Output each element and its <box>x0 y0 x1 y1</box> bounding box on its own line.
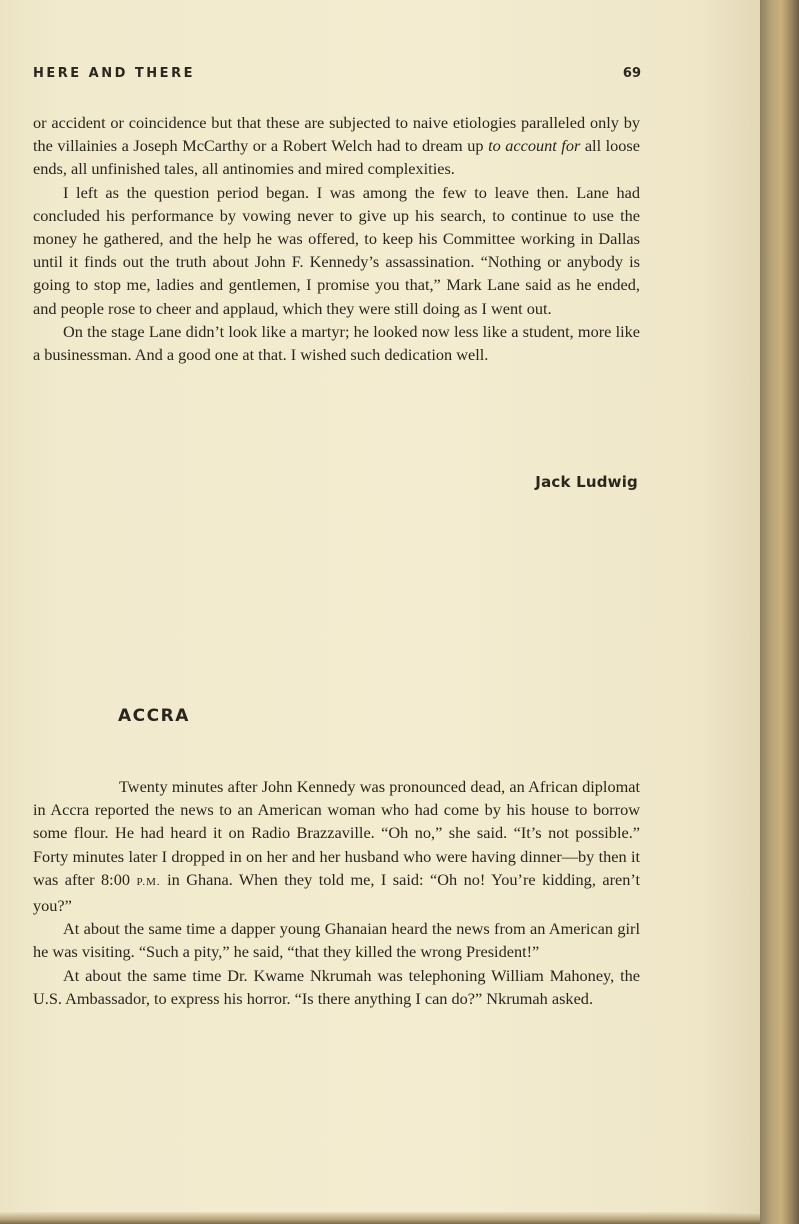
section-two-body <box>33 775 640 1010</box>
page-number: 69 <box>622 66 641 81</box>
running-head-title: HERE AND THERE <box>33 66 195 81</box>
emphasis: to account for <box>488 136 581 156</box>
section-one-body <box>33 111 640 366</box>
small-caps-time: P.M. <box>136 875 161 888</box>
section-heading: ACCRA <box>118 706 190 726</box>
paragraph: or accident or coincidence but that these are subjected to naive etiologies paralleled only by the villainies a Joseph McCarthy or a Robert Welch had to dream up to account for all loose ends, all unfinished tales, all antinomies and mired complexities. <box>33 113 640 179</box>
running-head <box>33 66 641 81</box>
author-signature: Jack Ludwig <box>535 473 638 491</box>
paragraph: I left as the question period began. I was among the few to leave then. Lane had concluded his performance by vowing never to give up his search, to continue to use the money he gathered, and the help he was offered, to keep his Committee working in Dallas until it finds out the truth about John F. Kennedy’s assassination. “Nothing or anybody is going to stop me, ladies and gentlemen, I promise you that,” Mark Lane said as he ended, and people rose to cheer and applaud, which they were still doing as I went out. <box>33 182 640 318</box>
paragraph: Twenty minutes after John Kennedy was pronounced dead, an African diplomat in Accra reported the news to an American woman who had come by his house to borrow some flour. He had heard it on Radio Brazzaville. “Oh no,” she said. “It’s not possible.” Forty minutes later I dropped in on her and her husband who were having dinner—by then it was after 8:00 P.M. in Ghana. When they told me, I said: “Oh no! You’re kidding, aren’t you?” <box>33 777 641 916</box>
paragraph: At about the same time Dr. Kwame Nkrumah was telephoning William Mahoney, the U.S. Ambassador, to express his horror. “Is there anything I can do?” Nkrumah asked. <box>33 965 640 1008</box>
book-spine-edge <box>760 0 799 1224</box>
paragraph: At about the same time a dapper young Ghanaian heard the news from an American girl he was visiting. “Such a pity,” he said, “that they killed the wrong President!” <box>33 919 640 962</box>
paragraph: On the stage Lane didn’t look like a martyr; he looked now less like a student, more like a businessman. And a good one at that. I wished such dedication well. <box>33 321 640 365</box>
page-bottom-edge <box>0 1212 760 1224</box>
